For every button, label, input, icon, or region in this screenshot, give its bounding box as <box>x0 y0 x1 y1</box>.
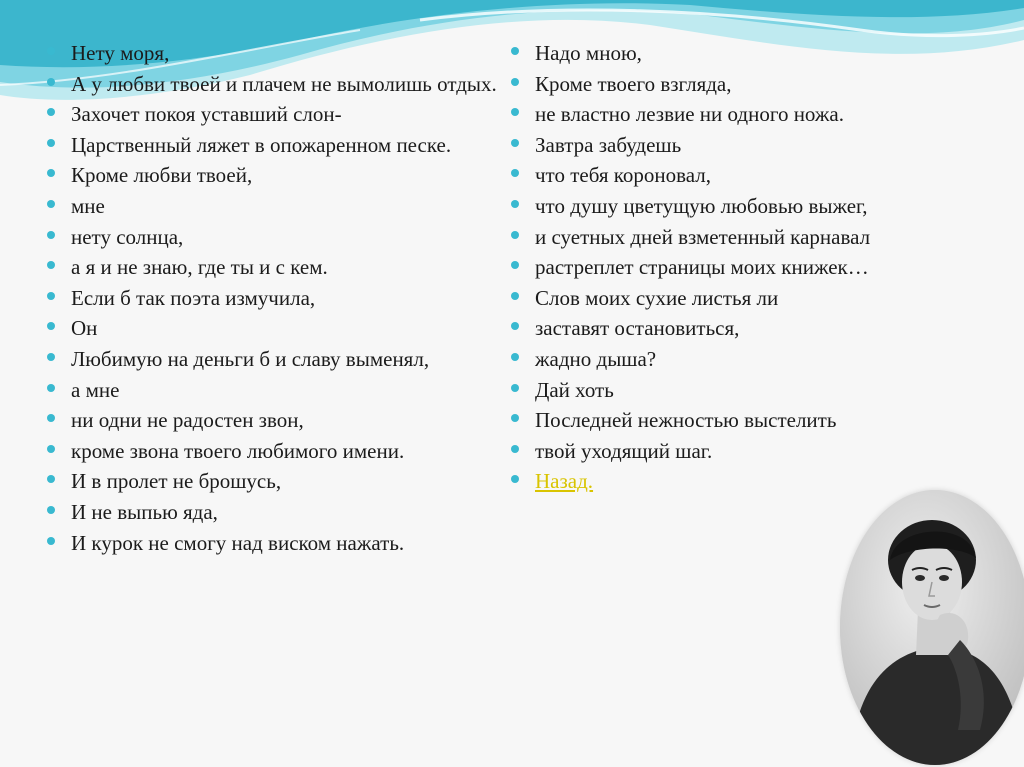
bullet-icon <box>47 108 55 116</box>
back-link-item <box>508 468 978 494</box>
bullet-icon <box>511 108 519 116</box>
poem-line: заставят остановиться, <box>508 315 978 341</box>
bullet-icon <box>47 47 55 55</box>
bullet-icon <box>47 200 55 208</box>
bullet-icon <box>511 475 519 483</box>
poem-line: И не выпью яда, <box>44 499 499 525</box>
poem-line: Если б так поэта измучила, <box>44 285 499 311</box>
bullet-icon <box>47 78 55 86</box>
bullet-icon <box>511 384 519 392</box>
poem-line: Царственный ляжет в опожаренном песке. <box>44 132 499 158</box>
bullet-icon <box>511 353 519 361</box>
poem-line: Дай хоть <box>508 377 978 403</box>
poem-line: И в пролет не брошусь, <box>44 468 499 494</box>
poem-line: Кроме твоего взгляда, <box>508 71 978 97</box>
poem-line: а я и не знаю, где ты и с кем. <box>44 254 499 280</box>
poem-line: Нету моря, <box>44 40 499 66</box>
bullet-icon <box>47 384 55 392</box>
poem-line: нету солнца, <box>44 224 499 250</box>
bullet-icon <box>47 292 55 300</box>
poem-line: Он <box>44 315 499 341</box>
bullet-icon <box>47 506 55 514</box>
poem-line: ни одни не радостен звон, <box>44 407 499 433</box>
bullet-icon <box>47 322 55 330</box>
back-link[interactable]: Назад. <box>535 469 594 494</box>
poem-line: Кроме любви твоей, <box>44 162 499 188</box>
poem-line: Последней нежностью выстелить <box>508 407 978 433</box>
poem-line: мне <box>44 193 499 219</box>
bullet-icon <box>511 47 519 55</box>
bullet-icon <box>511 261 519 269</box>
poem-right-column <box>508 40 978 499</box>
bullet-icon <box>511 445 519 453</box>
bullet-icon <box>47 353 55 361</box>
poem-line: твой уходящий шаг. <box>508 438 978 464</box>
poem-line: кроме звона твоего любимого имени. <box>44 438 499 464</box>
poem-left-column <box>44 40 499 560</box>
bullet-icon <box>511 169 519 177</box>
bullet-icon <box>511 78 519 86</box>
poem-line: Захочет покоя уставший слон- <box>44 101 499 127</box>
bullet-icon <box>47 414 55 422</box>
bullet-icon <box>511 292 519 300</box>
bullet-icon <box>511 414 519 422</box>
poem-line: Любимую на деньги б и славу выменял, <box>44 346 499 372</box>
portrait-photo <box>840 490 1024 765</box>
bullet-icon <box>47 139 55 147</box>
poem-line: А у любви твоей и плачем не вымолишь отдых. <box>44 71 499 97</box>
woman-portrait-photo-icon <box>840 490 1024 765</box>
poem-line: что тебя короновал, <box>508 162 978 188</box>
poem-line: не властно лезвие ни одного ножа. <box>508 101 978 127</box>
poem-line: что душу цветущую любовью выжег, <box>508 193 978 219</box>
poem-line: Завтра забудешь <box>508 132 978 158</box>
poem-line: жадно дыша? <box>508 346 978 372</box>
bullet-icon <box>47 445 55 453</box>
bullet-icon <box>47 261 55 269</box>
poem-line: Слов моих сухие листья ли <box>508 285 978 311</box>
poem-line: И курок не смогу над виском нажать. <box>44 530 499 556</box>
bullet-icon <box>511 139 519 147</box>
bullet-icon <box>511 200 519 208</box>
poem-line: растреплет страницы моих книжек… <box>508 254 978 280</box>
bullet-icon <box>511 322 519 330</box>
poem-line: Надо мною, <box>508 40 978 66</box>
poem-line: а мне <box>44 377 499 403</box>
bullet-icon <box>47 231 55 239</box>
poem-line: и суетных дней взметенный карнавал <box>508 224 978 250</box>
bullet-icon <box>47 475 55 483</box>
bullet-icon <box>511 231 519 239</box>
bullet-icon <box>47 537 55 545</box>
bullet-icon <box>47 169 55 177</box>
